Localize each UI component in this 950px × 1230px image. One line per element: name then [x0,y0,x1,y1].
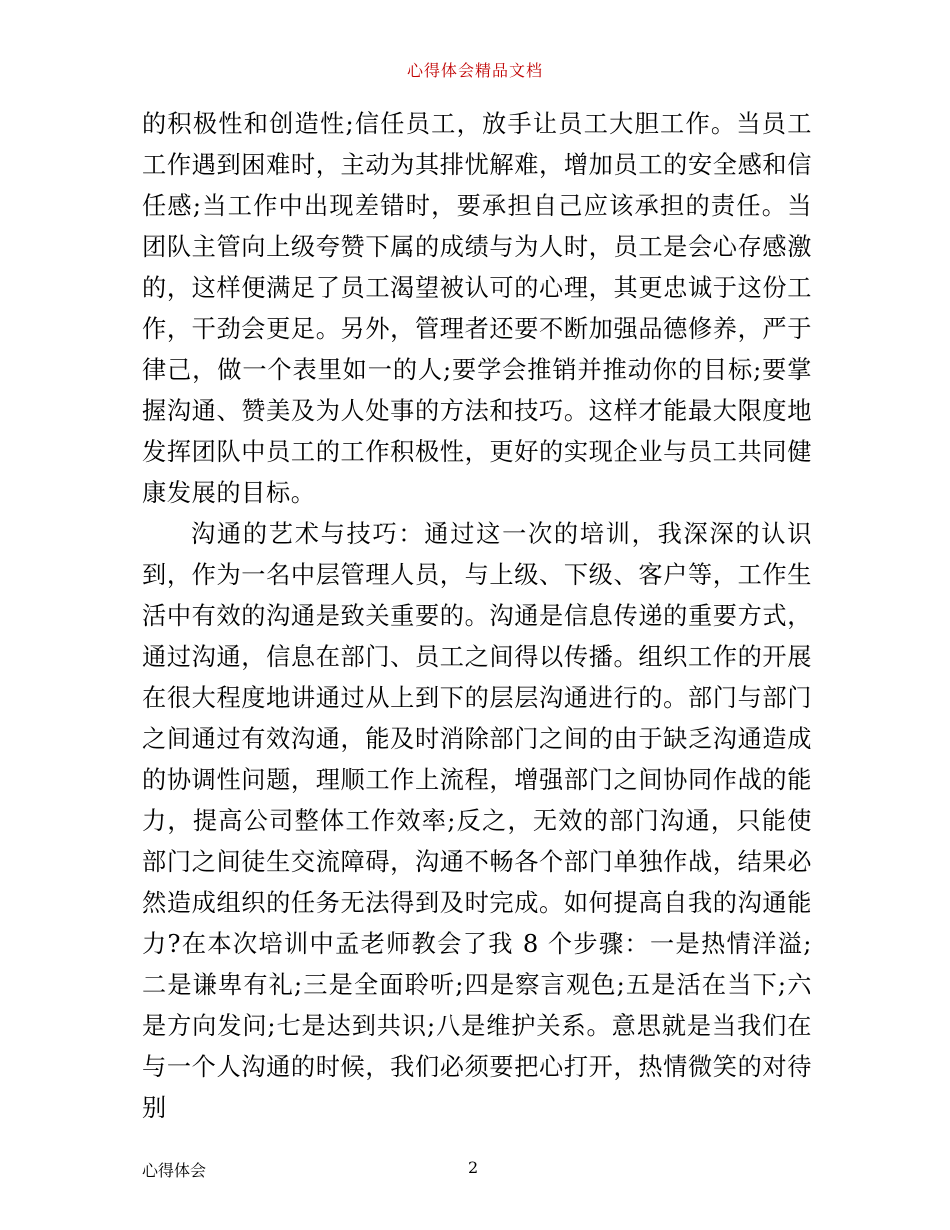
paragraph-continued: 的积极性和创造性;信任员工，放手让员工大胆工作。当员工工作遇到困难时，主动为其排忧解难，增加员工的安全感和信任感;当工作中出现差错时，要承担自己应该承担的责任。当团队主管向上级夸赞下属的成绩与为人时，员工是会心存感激的，这样便满足了员工渴望被认可的心理，其更忠诚于这份工作，干劲会更足。另外，管理者还要不断加强品德修养，严于律己，做一个表里如一的人;要学会推销并推动你的目标;要掌握沟通、赞美及为人处事的方法和技巧。这样才能最大限度地发挥团队中员工的工作积极性，更好的实现企业与员工共同健康发展的目标。 [142,110,812,507]
document-body [142,104,812,1129]
footer-label: 心得体会 [142,1161,207,1180]
paragraph-communication: 沟通的艺术与技巧：通过这一次的培训，我深深的认识到，作为一名中层管理人员，与上级、下级、客户等，工作生活中有效的沟通是致关重要的。沟通是信息传递的重要方式，通过沟通，信息在部门、员工之间得以传播。组织工作的开展在很大程度地讲通过从上到下的层层沟通进行的。部门与部门之间通过有效沟通，能及时消除部门之间的由于缺乏沟通造成的协调性问题，理顺工作上流程，增强部门之间协同作战的能力，提高公司整体工作效率;反之，无效的部门沟通，只能使部门之间徒生交流障碍，沟通不畅各个部门单独作战，结果必然造成组织的任务无法得到及时完成。如何提高自我的沟通能力?在本次培训中孟老师教会了我 8 个步骤：一是热情洋溢;二是谦卑有礼;三是全面聆听;四是察言观色;五是活在当下;六是方向发问;七是达到共识;八是维护关系。意思就是当我们在与一个人沟通的时候，我们必须要把心打开，热情微笑的对待别 [142,520,812,1122]
document-header-title: 心得体会精品文档 [406,61,543,80]
page-number: 2 [468,1158,479,1177]
